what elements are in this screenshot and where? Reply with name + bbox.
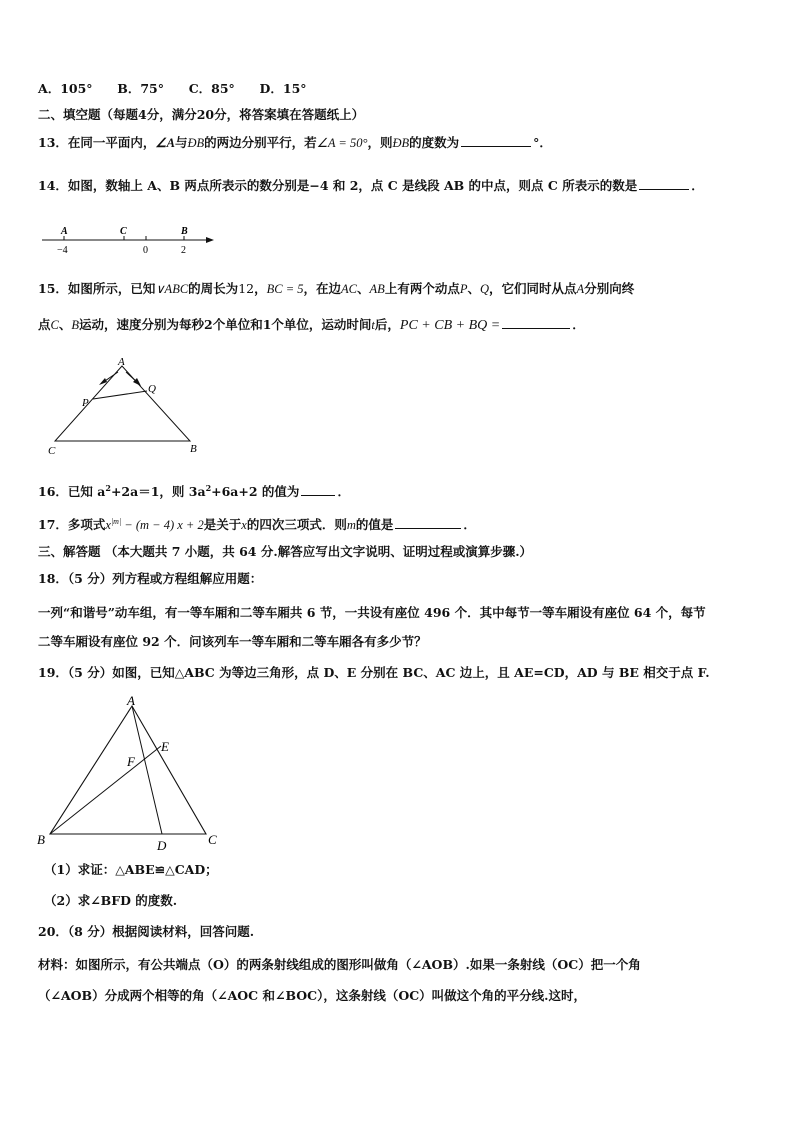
triangle-pq-figure <box>40 356 210 456</box>
question-19-part2: （2）求∠BFD 的度数. <box>44 893 178 908</box>
answer-blank-13[interactable] <box>461 134 531 147</box>
answer-blank-16[interactable] <box>301 483 335 496</box>
question-16: 16．已知 $a^2+2a=1$，则 $3a^2+6a+2$ 的值为 ． <box>38 483 350 500</box>
number-line-figure <box>38 222 218 258</box>
question-20-title: 20．（8 分）根据阅读材料，回答问题. <box>38 924 255 939</box>
vertex-d: D <box>157 838 167 853</box>
tick-b: 2 <box>181 245 186 256</box>
option-a: A．105° <box>38 81 93 96</box>
vertex-b: B <box>190 443 197 455</box>
question-20-line2: （∠AOB）分成两个相等的角（∠AOC 和∠BOC），这条射线（OC）叫做这个角的平分线.这时， <box>38 988 587 1003</box>
equilateral-triangle-figure <box>34 694 234 854</box>
answer-blank-15[interactable] <box>502 316 570 329</box>
vertex-c: C <box>208 832 217 847</box>
answer-blank-14[interactable] <box>639 177 689 190</box>
label-a: A <box>61 226 68 237</box>
tick-0: 0 <box>143 245 148 256</box>
label-c: C <box>120 226 127 237</box>
question-13: 13．在同一平面内，∠A与ÐB的两边分别平行，若∠A = 50°，则ÐB的度数为 °． <box>38 135 552 150</box>
vertex-e: E <box>161 739 169 754</box>
question-15-line2: 点C、B运动，速度分别为每秒2个单位和1个单位，运动时间t后，PC + CB + BQ = ． <box>38 317 585 333</box>
question-15-line1: 15．如图所示，已知∨ABC的周长为12，BC = 5，在边AC、AB上有两个动点P、Q，它们同时从点A分别向终 <box>38 281 635 296</box>
question-18-line1: 一列“和谐号”动车组，有一等车厢和二等车厢共 6 节，一共设有座位 496 个．其中每节一等车厢设有座位 64 个，每节 <box>38 605 706 620</box>
vertex-b: B <box>37 832 45 847</box>
question-14: 14．如图，数轴上 A、B 两点所表示的数分别是−4 和 2，点 C 是线段 AB 的中点，则点 C 所表示的数是 ． <box>38 178 704 193</box>
q12-options <box>38 81 307 97</box>
question-18-title: 18．（5 分）列方程或方程组解应用题： <box>38 571 263 586</box>
vertex-p: P <box>82 397 89 409</box>
vertex-c: C <box>48 445 56 456</box>
tick-a: −4 <box>57 245 68 256</box>
question-18-line2: 二等车厢设有座位 92 个．问该列车一等车厢和二等车厢各有多少节？ <box>38 634 427 649</box>
label-b: B <box>181 226 188 237</box>
question-19-part1: （1）求证：△ABE≌△CAD； <box>44 862 218 877</box>
vertex-f: F <box>127 754 135 769</box>
question-17: 17．多项式$x^{|m|} - (m - 4) x + 2$是关于x的四次三项式．则m的值是 ． <box>38 517 476 533</box>
vertex-a: A <box>127 694 135 708</box>
section2-heading: 二、填空题（每题4分，满分20分，将答案填在答题纸上） <box>38 107 365 122</box>
answer-blank-17[interactable] <box>395 516 461 529</box>
option-c: C．85° <box>188 81 235 96</box>
question-19-title: 19．（5 分）如图，已知△ABC 为等边三角形，点 D、E 分别在 BC、AC 边上，且 AE=CD，AD 与 BE 相交于点 F. <box>38 665 710 680</box>
vertex-a: A <box>118 356 125 368</box>
option-b: B．75° <box>117 81 164 96</box>
section3-heading: 三、解答题 （本大题共 7 小题，共 64 分.解答应写出文字说明、证明过程或演算步骤.） <box>38 544 533 559</box>
question-20-line1: 材料：如图所示，有公共端点（O）的两条射线组成的图形叫做角（∠AOB）.如果一条射线（OC）把一个角 <box>38 957 641 972</box>
option-d: D．15° <box>259 81 307 96</box>
vertex-q: Q <box>148 383 156 395</box>
